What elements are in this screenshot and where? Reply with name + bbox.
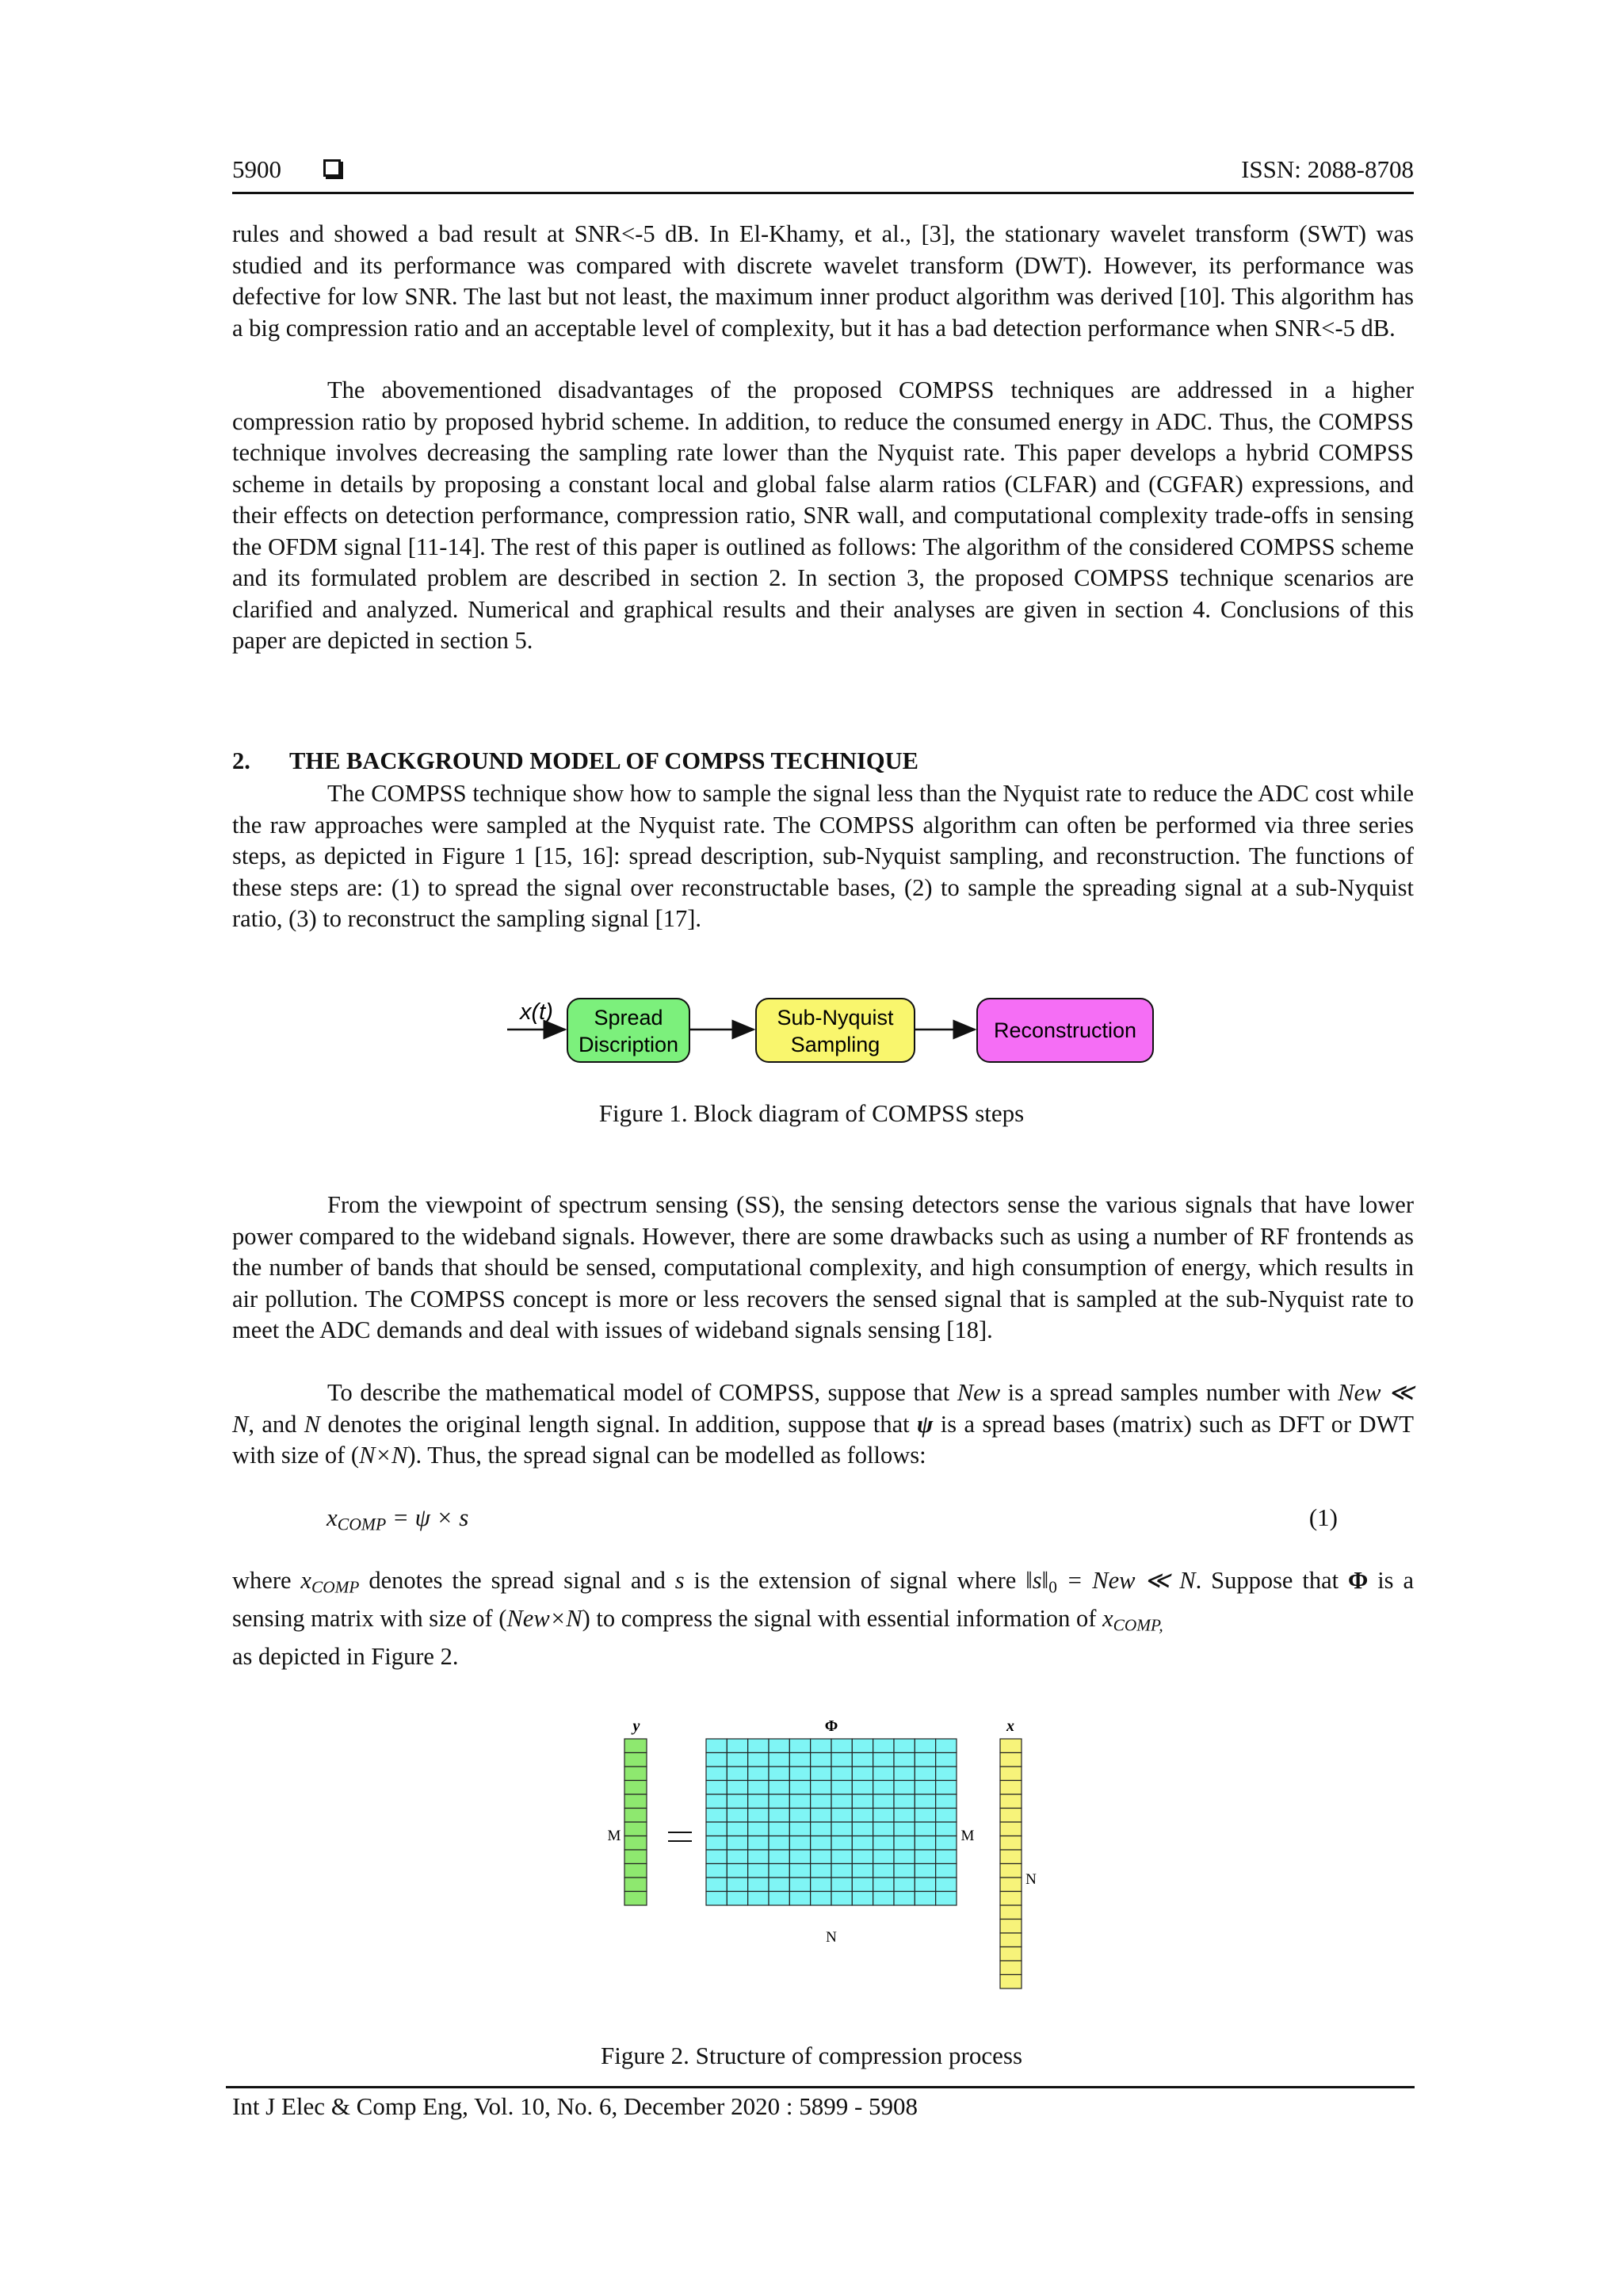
phi-cell [852,1739,873,1753]
y-cell [624,1767,647,1781]
p6-var-phi: Φ [1348,1567,1369,1594]
page-number: 5900 [232,155,281,183]
issn: ISSN: 2088-8708 [1241,155,1414,183]
p6-var-s: s [674,1567,685,1594]
phi-cell [873,1892,894,1906]
phi-cell [706,1809,727,1823]
p6-var-x2-sub: COMP, [1113,1615,1163,1635]
y-cell [624,1781,647,1795]
phi-cell [789,1739,810,1753]
phi-cell [811,1809,831,1823]
x-cell [1000,1822,1022,1836]
x-cell [1000,1920,1022,1934]
paragraph-4: From the viewpoint of spectrum sensing (SS), the sensing detectors sense the various signals that have lower power compared to the wideband signals. However, there are some drawbacks such as using a number of RF frontends as the number of bands that should be sensed, computational complexity, and high consumption of energy, which results in air pollution. The COMPSS concept is more or less recovers the sensed signal that is sampled at the sub-Nyquist rate to meet the ADC demands and deal with issues of wideband signals sensing [18]. [232,1191,1414,1343]
footer-citation: Int J Elec & Comp Eng, Vol. 10, No. 6, December 2020 : 5899 - 5908 [232,2092,918,2120]
phi-cell [811,1739,831,1753]
phi-cell [831,1850,852,1864]
phi-cell [873,1864,894,1878]
paragraph-6 [232,1565,1414,1672]
phi-cell [811,1878,831,1892]
header-square-icon [323,159,341,177]
phi-cell [936,1767,957,1781]
phi-cell [831,1739,852,1753]
phi-cell [873,1739,894,1753]
phi-cell [852,1809,873,1823]
phi-cell [706,1892,727,1906]
figure-2-caption: Figure 2. Structure of compression process [600,2042,1023,2069]
phi-cell [748,1878,769,1892]
y-cell [624,1878,647,1892]
phi-cell [706,1864,727,1878]
phi-cell [831,1836,852,1851]
x-cell [1000,1975,1022,1989]
phi-cell [789,1864,810,1878]
n-bottom-label: N [826,1929,837,1946]
x-cell [1000,1850,1022,1864]
p6-text-3: is the extension of signal where [684,1567,1026,1594]
phi-cell [873,1781,894,1795]
x-vector [1000,1739,1022,1988]
phi-cell [852,1822,873,1836]
y-cell [624,1739,647,1753]
figure-1-caption: Figure 1. Block diagram of COMPSS steps [598,1099,1025,1127]
block-3-label: Reconstruction [993,1018,1137,1042]
block-1-line-1: Spread [594,1006,663,1030]
phi-cell [936,1822,957,1836]
paragraph-5 [232,1377,1414,1472]
phi-cell [831,1892,852,1906]
phi-cell [873,1850,894,1864]
phi-cell [727,1850,747,1864]
phi-cell [706,1767,727,1781]
phi-cell [915,1794,935,1809]
p5-text-4: denotes the original length signal. In addition, suppose that [320,1410,918,1438]
header-rule [232,192,1414,194]
x-cell [1000,1961,1022,1975]
phi-cell [748,1753,769,1767]
phi-cell [831,1822,852,1836]
phi-cell [831,1809,852,1823]
phi-cell [831,1767,852,1781]
phi-cell [831,1753,852,1767]
phi-cell [727,1864,747,1878]
phi-cell [894,1767,915,1781]
phi-cell [811,1794,831,1809]
eq-rhs: = ψ × s [386,1503,469,1531]
p6-size: New×N [506,1604,582,1632]
block-2-line-2: Sampling [790,1033,880,1056]
figure-1-diagram [507,991,1165,1078]
phi-cell [852,1753,873,1767]
phi-cell [873,1836,894,1851]
y-cell [624,1864,647,1878]
p5-var-new: New [957,1379,1001,1406]
equation-1 [327,1503,468,1534]
phi-cell [748,1767,769,1781]
section-heading [232,747,918,775]
phi-cell [811,1822,831,1836]
phi-cell [852,1892,873,1906]
section-title: THE BACKGROUND MODEL OF COMPSS TECHNIQUE [289,747,918,774]
phi-cell [852,1864,873,1878]
p6-norm-sub: 0 [1048,1577,1057,1597]
y-label: y [632,1717,640,1735]
phi-cell [936,1739,957,1753]
phi-cell [769,1892,789,1906]
paragraph-2: The abovementioned disadvantages of the proposed COMPSS techniques are addressed in a higher compression ratio by proposed hybrid scheme. In addition, to reduce the consumed energy in ADC. Thus, the COMPSS technique involves decreasing the sampling rate lower than the Nyquist rate. This paper develops a hybrid COMPSS scheme in details by proposing a constant local and global false alarm ratios (CLFAR) and (CGFAR) expressions, and their effects on detection performance, compression ratio, SNR wall, and computational complexity trade-offs in sensing the OFDM signal [11-14]. The rest of this paper is outlined as follows: The algorithm of the considered COMPSS scheme and its formulated problem are described in section 2. In section 3, the proposed COMPSS technique scenarios are clarified and analyzed. Numerical and graphical results and their analyses are given in section 4. Conclusions of this paper are depicted in section 5. [232,376,1414,654]
phi-cell [769,1850,789,1864]
phi-cell [831,1794,852,1809]
phi-cell [873,1767,894,1781]
phi-cell [811,1767,831,1781]
phi-cell [915,1809,935,1823]
phi-cell [769,1878,789,1892]
phi-cell [852,1878,873,1892]
x-cell [1000,1878,1022,1892]
phi-cell [769,1864,789,1878]
p5-text-1: To describe the mathematical model of COMPSS, suppose that [327,1379,957,1406]
x-cell [1000,1809,1022,1823]
phi-cell [894,1809,915,1823]
phi-cell [811,1864,831,1878]
y-vector [624,1739,647,1905]
phi-cell [706,1878,727,1892]
phi-cell [769,1781,789,1795]
phi-cell [727,1892,747,1906]
phi-label: Φ [824,1717,838,1735]
phi-cell [894,1878,915,1892]
block-1-line-2: Discription [578,1033,679,1056]
p6-text-7: as depicted in Figure 2. [232,1642,459,1670]
p5-size: N×N [359,1442,408,1469]
phi-cell [936,1892,957,1906]
phi-cell [915,1892,935,1906]
phi-cell [936,1753,957,1767]
x-cell [1000,1905,1022,1920]
phi-matrix [706,1739,957,1905]
x-cell [1000,1794,1022,1809]
phi-cell [915,1850,935,1864]
phi-cell [852,1781,873,1795]
p6-text-1: where [232,1567,301,1594]
phi-cell [748,1822,769,1836]
phi-cell [789,1850,810,1864]
p5-relation: New ≪ N [232,1379,1415,1438]
block-2-line-1: Sub-Nyquist [777,1006,894,1030]
phi-cell [727,1836,747,1851]
phi-cell [915,1822,935,1836]
phi-cell [727,1753,747,1767]
phi-cell [748,1739,769,1753]
p5-var-n: N [304,1410,321,1438]
p6-text-4: . Suppose that [1195,1567,1349,1594]
p6-var-x: x [300,1567,311,1594]
eq-lhs: x [327,1503,338,1531]
phi-cell [706,1781,727,1795]
phi-cell [852,1794,873,1809]
footer-rule [226,2086,1415,2088]
x-cell [1000,1864,1022,1878]
p5-text-6: ). Thus, the spread signal can be modelled as follows: [407,1442,926,1469]
phi-cell [748,1850,769,1864]
phi-cell [748,1892,769,1906]
y-cell [624,1822,647,1836]
phi-cell [915,1781,935,1795]
p5-text-2: is a spread samples number with [1000,1379,1338,1406]
p5-text-3: , and [248,1410,304,1438]
phi-cell [789,1767,810,1781]
phi-cell [727,1878,747,1892]
p5-text-5: is a spread bases (matrix) such as DFT or DWT with size of ( [232,1410,1414,1469]
x-cell [1000,1767,1022,1781]
phi-cell [769,1753,789,1767]
phi-cell [894,1850,915,1864]
phi-cell [748,1864,769,1878]
phi-cell [789,1753,810,1767]
phi-cell [831,1864,852,1878]
phi-cell [748,1781,769,1795]
phi-cell [894,1794,915,1809]
phi-cell [789,1781,810,1795]
phi-cell [873,1753,894,1767]
x-cell [1000,1892,1022,1906]
y-cell [624,1892,647,1906]
input-label: x(t) [520,999,553,1025]
phi-cell [727,1822,747,1836]
x-cell [1000,1781,1022,1795]
section-number: 2. [232,747,250,774]
m-left-label: M [607,1828,621,1844]
phi-cell [894,1864,915,1878]
p6-text-5: is a sensing matrix with size of ( [232,1567,1414,1632]
p5-var-psi: ψ [917,1410,934,1438]
phi-cell [811,1836,831,1851]
phi-cell [852,1850,873,1864]
phi-cell [873,1878,894,1892]
phi-cell [748,1836,769,1851]
phi-cell [769,1809,789,1823]
phi-cell [831,1878,852,1892]
phi-cell [727,1767,747,1781]
phi-cell [706,1850,727,1864]
phi-cell [789,1878,810,1892]
phi-cell [727,1794,747,1809]
phi-cell [811,1781,831,1795]
eq-lhs-sub: COMP [337,1515,387,1534]
phi-cell [748,1809,769,1823]
paragraph-3: The COMPSS technique show how to sample the signal less than the Nyquist rate to reduce the ADC cost while the raw approaches were sampled at the Nyquist rate. The COMPSS algorithm can often be performed via three series steps, as depicted in Figure 1 [15, 16]: spread description, sub-Nyquist sampling, and reconstruction. The functions of these steps are: (1) to spread the signal over reconstructable bases, (2) to sample the spreading signal at a sub-Nyquist ratio, (3) to reconstruct the sampling signal [17]. [232,780,1414,932]
phi-cell [789,1809,810,1823]
x-cell [1000,1739,1022,1753]
phi-cell [894,1781,915,1795]
y-cell [624,1794,647,1809]
phi-cell [936,1781,957,1795]
phi-cell [831,1781,852,1795]
x-cell [1000,1753,1022,1767]
x-label: x [1006,1717,1014,1735]
phi-cell [852,1767,873,1781]
phi-cell [915,1753,935,1767]
phi-cell [894,1836,915,1851]
y-cell [624,1836,647,1851]
phi-cell [915,1836,935,1851]
paragraph-1: rules and showed a bad result at SNR<-5 dB. In El-Khamy, et al., [3], the stationary wavelet transform (SWT) was studied and its performance was compared with discrete wavelet transform (DWT). However, its performance was defective for low SNR. The last but not least, the maximum inner product algorithm was derived [10]. This algorithm has a big compression ratio and an acceptable level of complexity, but it has a bad detection performance when SNR<-5 dB. [232,220,1414,342]
phi-cell [769,1739,789,1753]
p6-text-2: denotes the spread signal and [359,1567,675,1594]
phi-cell [936,1850,957,1864]
phi-cell [915,1878,935,1892]
phi-cell [789,1836,810,1851]
m-right-label: M [960,1828,975,1844]
phi-cell [769,1836,789,1851]
phi-cell [811,1892,831,1906]
x-cell [1000,1836,1022,1851]
phi-cell [894,1753,915,1767]
phi-cell [789,1892,810,1906]
phi-cell [894,1739,915,1753]
y-cell [624,1753,647,1767]
phi-cell [894,1892,915,1906]
phi-cell [789,1794,810,1809]
x-cell [1000,1947,1022,1962]
phi-cell [915,1864,935,1878]
phi-cell [706,1753,727,1767]
p6-norm: ‖s‖ [1025,1567,1049,1594]
phi-cell [727,1809,747,1823]
y-cell [624,1809,647,1823]
phi-cell [811,1753,831,1767]
n-right-label: N [1025,1871,1037,1888]
phi-cell [936,1794,957,1809]
p6-var-x2: x [1102,1604,1113,1632]
phi-cell [769,1767,789,1781]
phi-cell [727,1781,747,1795]
phi-cell [873,1809,894,1823]
p6-var-x-sub: COMP [311,1577,360,1597]
phi-cell [894,1822,915,1836]
x-cell [1000,1933,1022,1947]
phi-cell [706,1794,727,1809]
phi-cell [936,1864,957,1878]
phi-cell [873,1822,894,1836]
phi-cell [873,1794,894,1809]
phi-cell [727,1739,747,1753]
figure-2-diagram [598,1712,1042,1997]
phi-cell [936,1878,957,1892]
y-cell [624,1850,647,1864]
phi-cell [811,1850,831,1864]
phi-cell [789,1822,810,1836]
p6-relation: = New ≪ N [1056,1567,1196,1594]
phi-cell [706,1822,727,1836]
phi-cell [936,1809,957,1823]
phi-cell [915,1739,935,1753]
phi-cell [852,1836,873,1851]
phi-cell [769,1822,789,1836]
p6-text-6: ) to compress the signal with essential information of [582,1604,1103,1632]
phi-cell [706,1836,727,1851]
phi-cell [706,1739,727,1753]
phi-cell [915,1767,935,1781]
phi-cell [769,1794,789,1809]
equation-1-number: (1) [1308,1503,1338,1531]
phi-cell [936,1836,957,1851]
phi-cell [748,1794,769,1809]
